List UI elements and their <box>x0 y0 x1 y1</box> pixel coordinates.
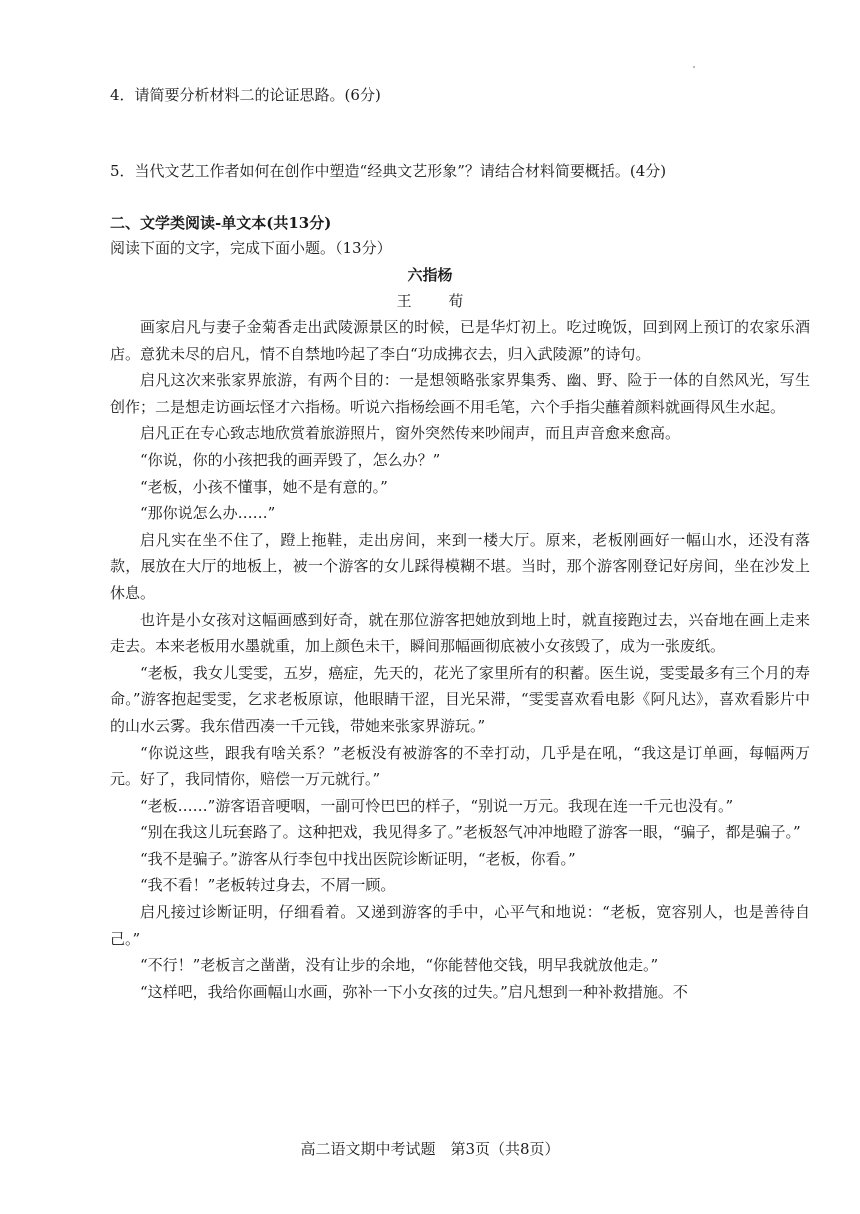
section-instruction: 阅读下面的文字，完成下面小题。（13分） <box>110 239 392 257</box>
story-body <box>110 314 810 1005</box>
story-paragraph: “老板……”游客语音哽咽，一副可怜巴巴的样子，“别说一万元。我现在连一千元也没有。” <box>140 796 734 815</box>
story-author: 王 荀 <box>396 292 480 310</box>
story-paragraph: “老板，小孩不懂事，她不是有意的。” <box>140 477 388 496</box>
story-paragraph: “那你说怎么办……” <box>140 504 276 523</box>
story-paragraph: “不行！”老板言之凿凿，没有让步的余地，“你能替他交钱，明早我就放他走。” <box>140 956 659 975</box>
story-paragraph: “我不看！”老板转过身去，不屑一顾。 <box>140 876 396 895</box>
story-paragraph: “你说，你的小孩把我的画弄毁了，怎么办？” <box>140 450 441 469</box>
story-paragraph: 启凡正在专心致志地欣赏着旅游照片，窗外突然传来吵闹声，而且声音愈来愈高。 <box>140 424 681 443</box>
section-heading: 二、文学类阅读-单文本(共13分) <box>110 214 332 232</box>
story-paragraph: 启凡实在坐不住了，蹬上拖鞋，走出房间，来到一楼大厅。原来，老板刚画好一幅山水，还没有落款，展放在大厅的地板上，被一个游客的女儿踩得模糊不堪。当时，那个游客刚登记好房间，坐在沙发上休息。 <box>110 530 810 602</box>
story-title: 六指杨 <box>407 266 453 284</box>
story-paragraph: 启凡接过诊断证明，仔细看着。又递到游客的手中，心平气和地说：“老板，宽容别人，也是善待自己。” <box>110 903 810 948</box>
story-paragraph: 画家启凡与妻子金菊香走出武陵源景区的时候，已是华灯初上。吃过晚饭，回到网上预订的农家乐酒店。意犹未尽的启凡，情不自禁地吟起了李白“功成拂衣去，归入武陵源”的诗句。 <box>110 318 810 363</box>
story-paragraph: “别在我这儿玩套路了。这种把戏，我见得多了。”老板怒气冲冲地瞪了游客一眼，“骗子，都是骗子。” <box>140 823 801 842</box>
story-paragraph: “你说这些，跟我有啥关系？”老板没有被游客的不幸打动，几乎是在吼，“我这是订单画，每幅两万元。好了，我同情你，赔偿一万元就行。” <box>110 743 810 789</box>
story-paragraph: “我不是骗子。”游客从行李包中找出医院诊断证明，“老板，你看。” <box>140 849 576 868</box>
story-paragraph: “老板，我女儿雯雯，五岁，癌症，先天的，花光了家里所有的积蓄。医生说，雯雯最多有三个月的寿命。”游客抱起雯雯，乞求老板原谅，他眼睛干涩，目光呆滞，“雯雯喜欢看电影《阿凡达》，喜欢看影片中的山水云雾。我东借西凑一千元钱，带她来张家界游玩。” <box>110 663 810 735</box>
scan-speck <box>693 66 695 68</box>
story-paragraph: 启凡这次来张家界旅游，有两个目的：一是想领略张家界集秀、幽、野、险于一体的自然风光，写生创作；二是想走访画坛怪才六指杨。听说六指杨绘画不用毛笔，六个手指尖蘸着颜料就画得风生水起。 <box>110 371 810 416</box>
story-paragraph: 也许是小女孩对这幅画感到好奇，就在那位游客把她放到地上时，就直接跑过去，兴奋地在画上走来走去。本来老板用水墨就重，加上颜色未干，瞬间那幅画彻底被小女孩毁了，成为一张废纸。 <box>110 610 810 656</box>
question-4: 4．请简要分析材料二的论证思路。(6分) <box>110 86 381 104</box>
question-5: 5．当代文艺工作者如何在创作中塑造“经典文艺形象”？请结合材料简要概括。(4分) <box>110 162 667 180</box>
story-paragraph: “这样吧，我给你画幅山水画，弥补一下小女孩的过失。”启凡想到一种补救措施。不 <box>140 982 688 1001</box>
page-footer: 高二语文期中考试题 第3页（共8页） <box>300 1140 560 1158</box>
